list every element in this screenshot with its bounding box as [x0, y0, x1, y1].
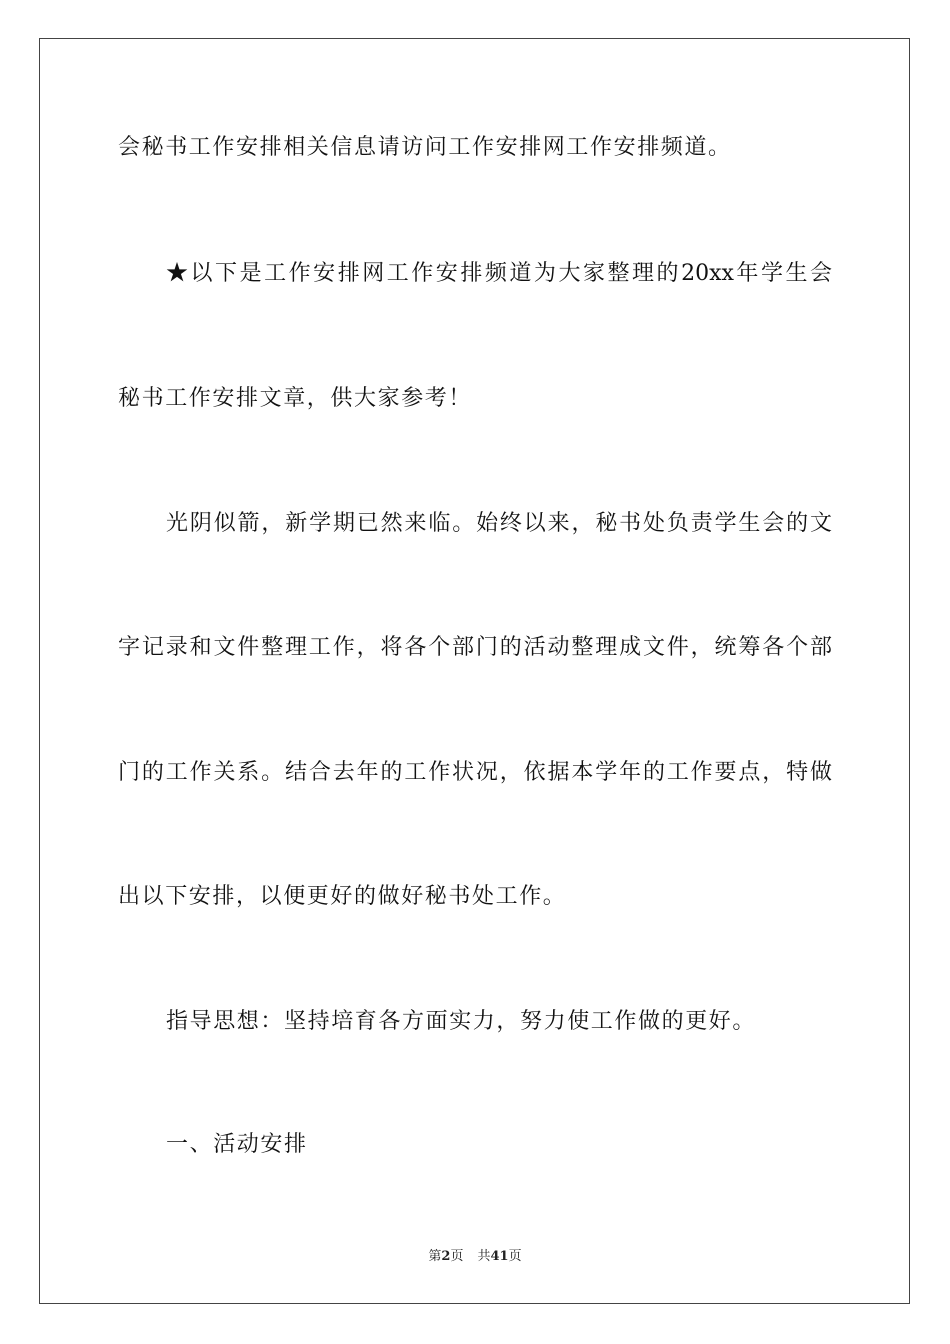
- page-total: 41: [490, 1249, 509, 1264]
- section-heading: 一、活动安排: [166, 1132, 308, 1157]
- total-prefix: 共: [477, 1249, 491, 1264]
- page-suffix: 页: [450, 1249, 464, 1264]
- paragraph-line: 字记录和文件整理工作，将各个部门的活动整理成文件，统筹各个部: [118, 635, 832, 660]
- total-suffix: 页: [508, 1249, 522, 1264]
- page-number: 2: [441, 1249, 451, 1264]
- paragraph-line: 指导思想：坚持培育各方面实力，努力使工作做的更好。: [166, 1009, 757, 1034]
- paragraph-line: 会秘书工作安排相关信息请访问工作安排网工作安排频道。: [118, 135, 732, 160]
- paragraph-line: 秘书工作安排文章，供大家参考！: [118, 386, 473, 411]
- paragraph-line: ★以下是工作安排网工作安排频道为大家整理的20xx年学生会: [166, 261, 832, 286]
- paragraph-line: 门的工作关系。结合去年的工作状况，依据本学年的工作要点，特做: [118, 760, 832, 785]
- paragraph-line: 光阴似箭，新学期已然来临。始终以来，秘书处负责学生会的文: [166, 511, 832, 536]
- page-border: [39, 38, 910, 1304]
- page-footer: [0, 1248, 950, 1266]
- page-prefix: 第: [428, 1249, 442, 1264]
- paragraph-line: 出以下安排，以便更好的做好秘书处工作。: [118, 884, 567, 909]
